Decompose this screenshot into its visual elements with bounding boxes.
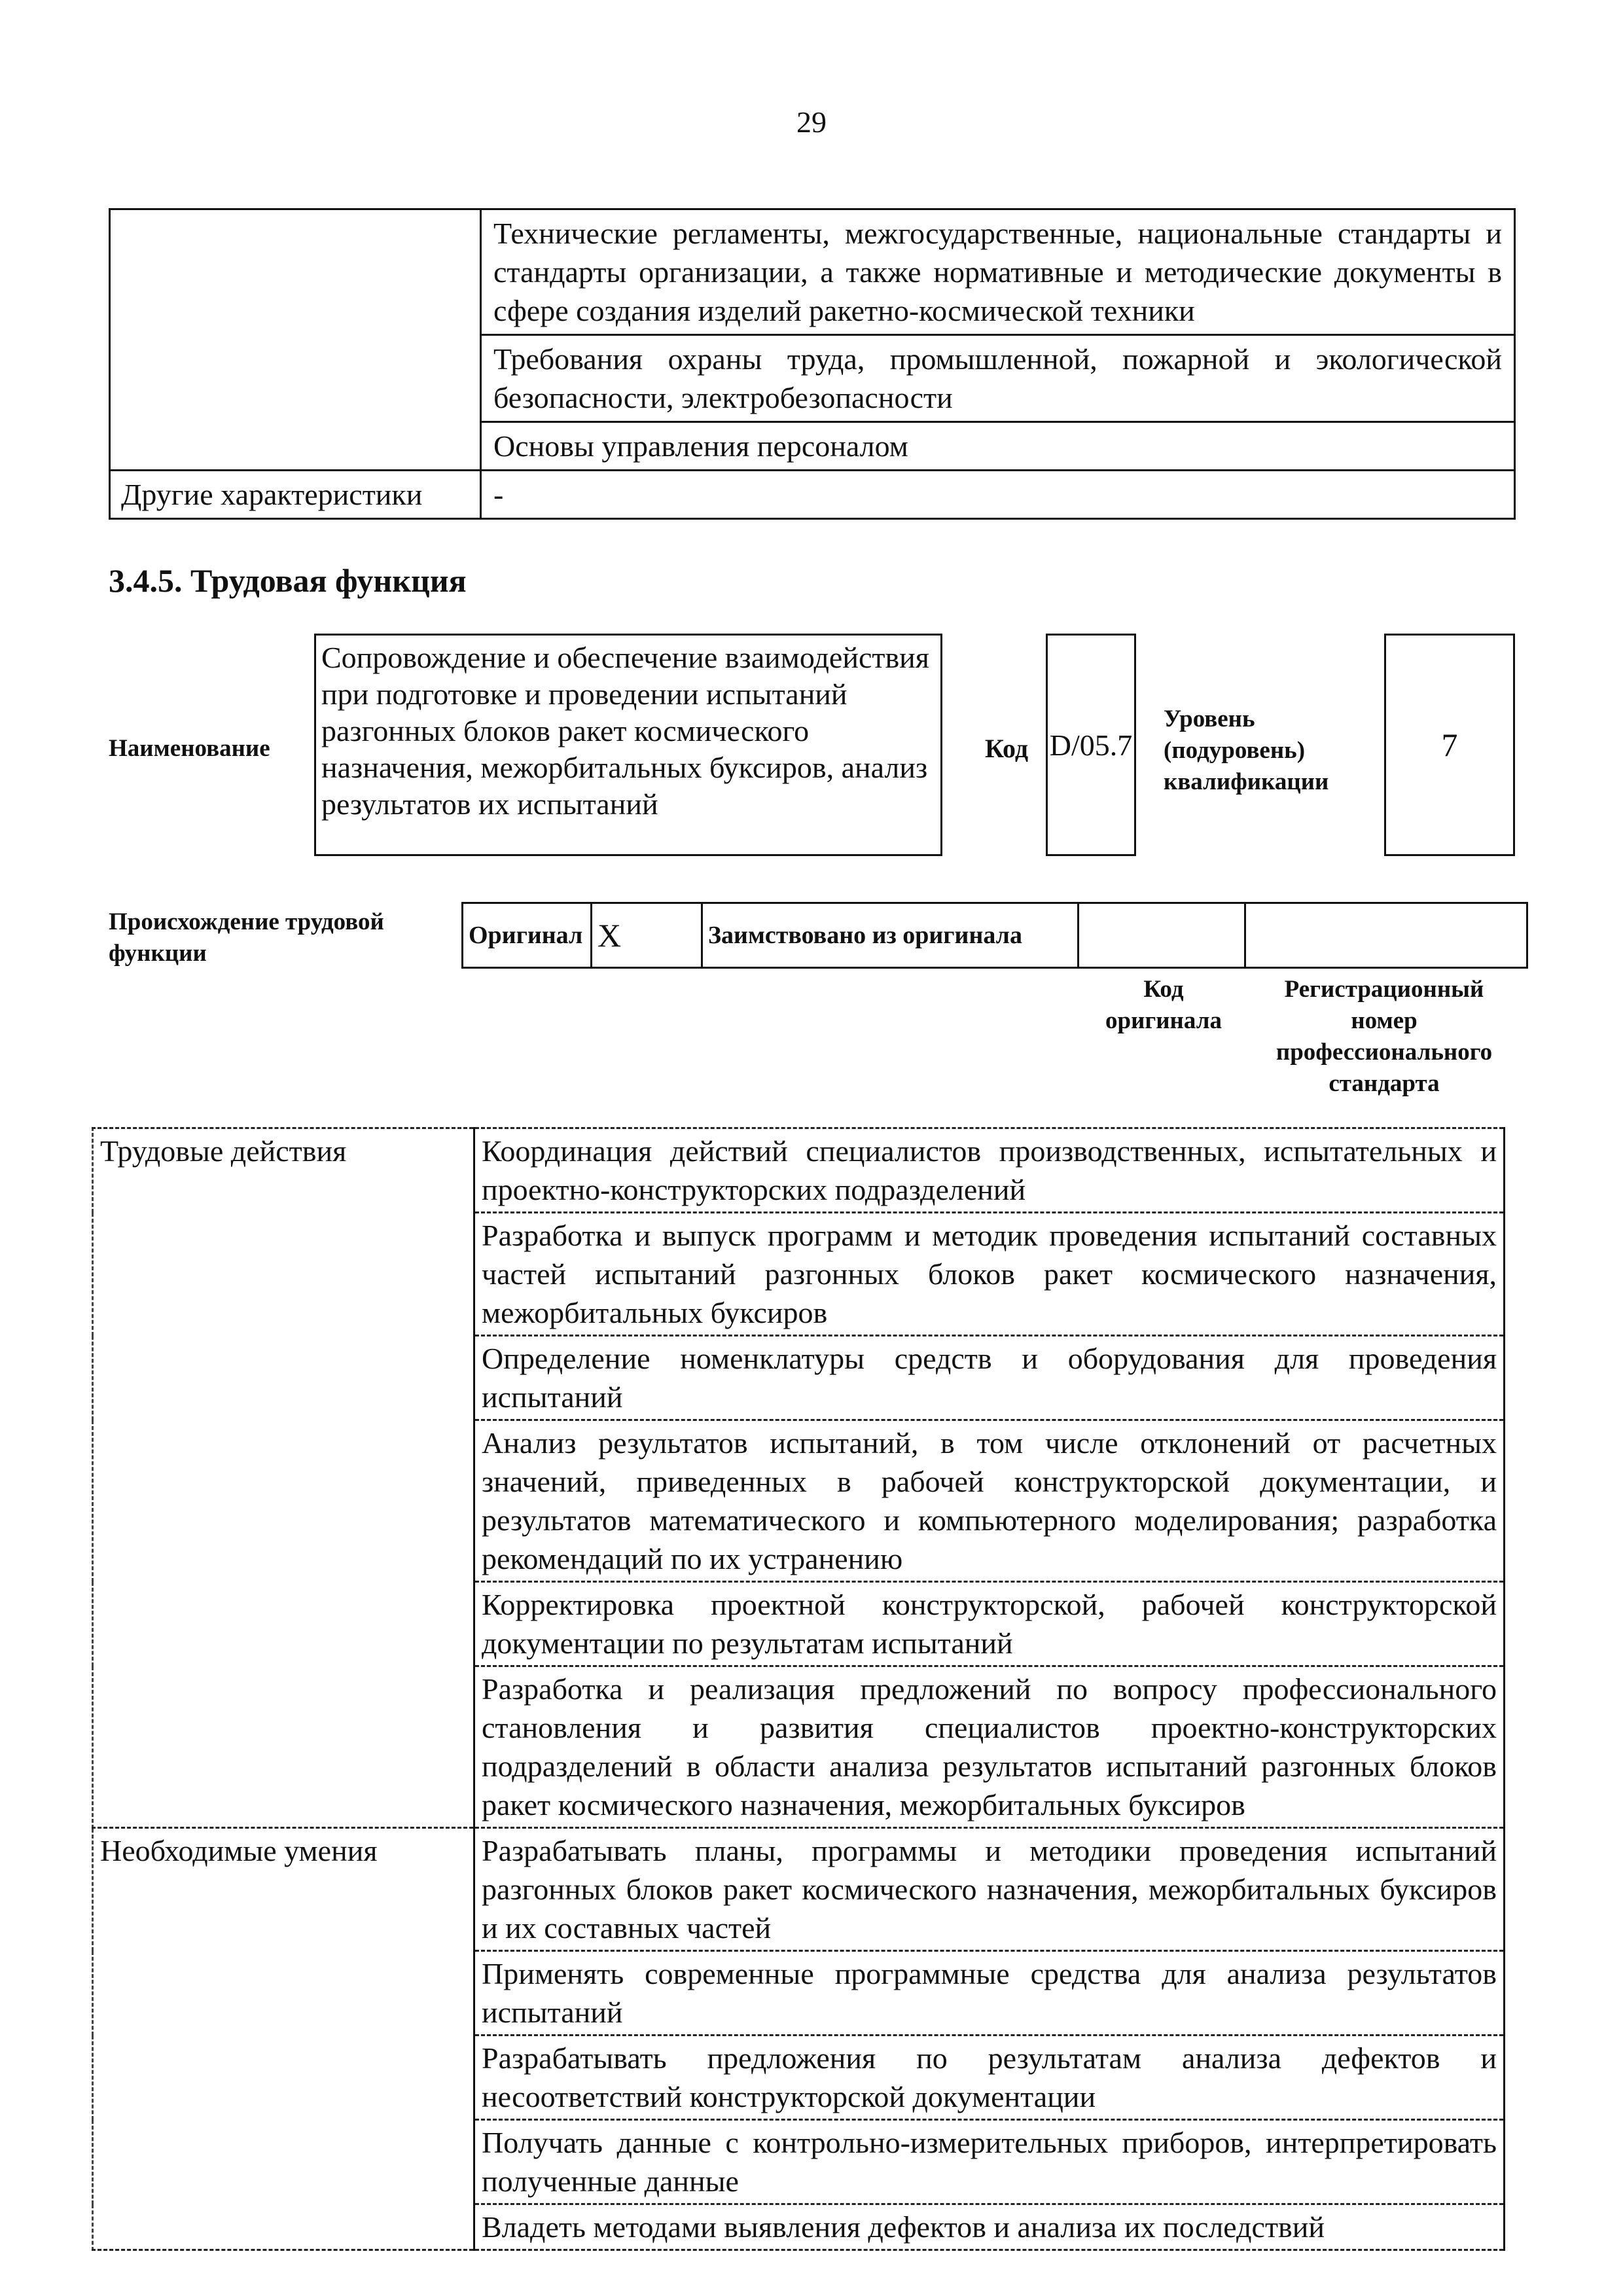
labor-action-item: Разработка и реализация предложений по вопросу профессионального становления и развития специалистов проектно-конструкторских подразделений в области анализа результатов испытаний разгонных блоков ракет космического назначения, межорбитальных буксиров — [474, 1666, 1505, 1828]
level-label-line: квалификации — [1164, 768, 1329, 795]
requirements-table — [109, 208, 1516, 520]
borrowed-cell: Заимствовано из оригинала — [702, 903, 1079, 968]
other-characteristics-label: Другие характеристики — [110, 471, 481, 519]
level-label-line: (подуровень) — [1164, 737, 1306, 764]
level-label-line: Уровень — [1164, 706, 1255, 732]
knowledge-row: Основы управления персоналом — [481, 422, 1515, 471]
caption-line: Код — [1143, 976, 1184, 1003]
labor-action-item: Определение номенклатуры средств и оборудования для проведения испытаний — [474, 1336, 1505, 1420]
labor-action-item: Координация действий специалистов производственных, испытательных и проектно-конструкторских подразделений — [474, 1128, 1505, 1213]
empty-left-cell — [110, 209, 481, 471]
labor-action-item: Корректировка проектной конструкторской, рабочей конструкторской документации по результатам испытаний — [474, 1582, 1505, 1666]
level-box — [1384, 634, 1515, 856]
original-cell: Оригинал — [463, 903, 592, 968]
registration-caption — [1247, 974, 1522, 1100]
knowledge-row: Требования охраны труда, промышленной, пожарной и экологической безопасности, электробезопасности — [481, 335, 1515, 422]
skill-item: Владеть методами выявления дефектов и анализа их последствий — [474, 2204, 1505, 2250]
knowledge-row: Технические регламенты, межгосударственные, национальные стандарты и стандарты организации, а также нормативные и методические документы в сфере создания изделий ракетно-космической техники — [481, 209, 1515, 335]
labor-actions-label: Трудовые действия — [93, 1128, 474, 1828]
caption-line: номер — [1351, 1007, 1418, 1034]
origin-label: Происхождение трудовой функции — [109, 908, 384, 967]
skill-item: Разрабатывать предложения по результатам анализа дефектов и несоответствий конструкторской документации — [474, 2036, 1505, 2120]
caption-line: Регистрационный — [1284, 976, 1484, 1003]
code-value: D/05.7 — [1049, 728, 1133, 762]
name-label: Наименование — [109, 735, 270, 762]
original-code-caption — [1079, 974, 1249, 1037]
original-code-cell — [1079, 903, 1245, 968]
labor-action-item: Анализ результатов испытаний, в том числе отклонений от расчетных значений, приведенных в рабочей конструкторской документации, и результатов математического и компьютерного моделирования; разработка рекомендаций по их устранению — [474, 1420, 1505, 1582]
skill-item: Получать данные с контрольно-измерительных приборов, интерпретировать полученные данные — [474, 2120, 1505, 2204]
original-mark: X — [592, 903, 702, 968]
code-box — [1046, 634, 1136, 856]
origin-table — [461, 902, 1528, 969]
other-characteristics-value: - — [481, 471, 1515, 519]
caption-line: стандарта — [1329, 1070, 1440, 1097]
skills-label: Необходимые умения — [93, 1828, 474, 2250]
section-heading: 3.4.5. Трудовая функция — [109, 562, 467, 599]
function-name-box: Сопровождение и обеспечение взаимодействия при подготовке и проведении испытаний разгонных блоков ракет космического назначения, межорбитальных буксиров, анализ результатов их испытаний — [314, 634, 942, 856]
skill-item: Применять современные программные средства для анализа результатов испытаний — [474, 1951, 1505, 2036]
caption-line: профессионального — [1275, 1039, 1493, 1066]
caption-line: оригинала — [1105, 1007, 1222, 1034]
registration-number-cell — [1245, 903, 1527, 968]
actions-skills-table — [92, 1127, 1505, 2251]
level-label — [1164, 704, 1329, 798]
level-value: 7 — [1441, 726, 1458, 763]
labor-action-item: Разработка и выпуск программ и методик проведения испытаний составных частей испытаний разгонных блоков ракет космического назначения, межорбитальных буксиров — [474, 1213, 1505, 1336]
code-label: Код — [985, 734, 1029, 763]
skill-item: Разрабатывать планы, программы и методики проведения испытаний разгонных блоков ракет космического назначения, межорбитальных буксиров и их составных частей — [474, 1828, 1505, 1951]
page-number: 29 — [796, 105, 827, 139]
